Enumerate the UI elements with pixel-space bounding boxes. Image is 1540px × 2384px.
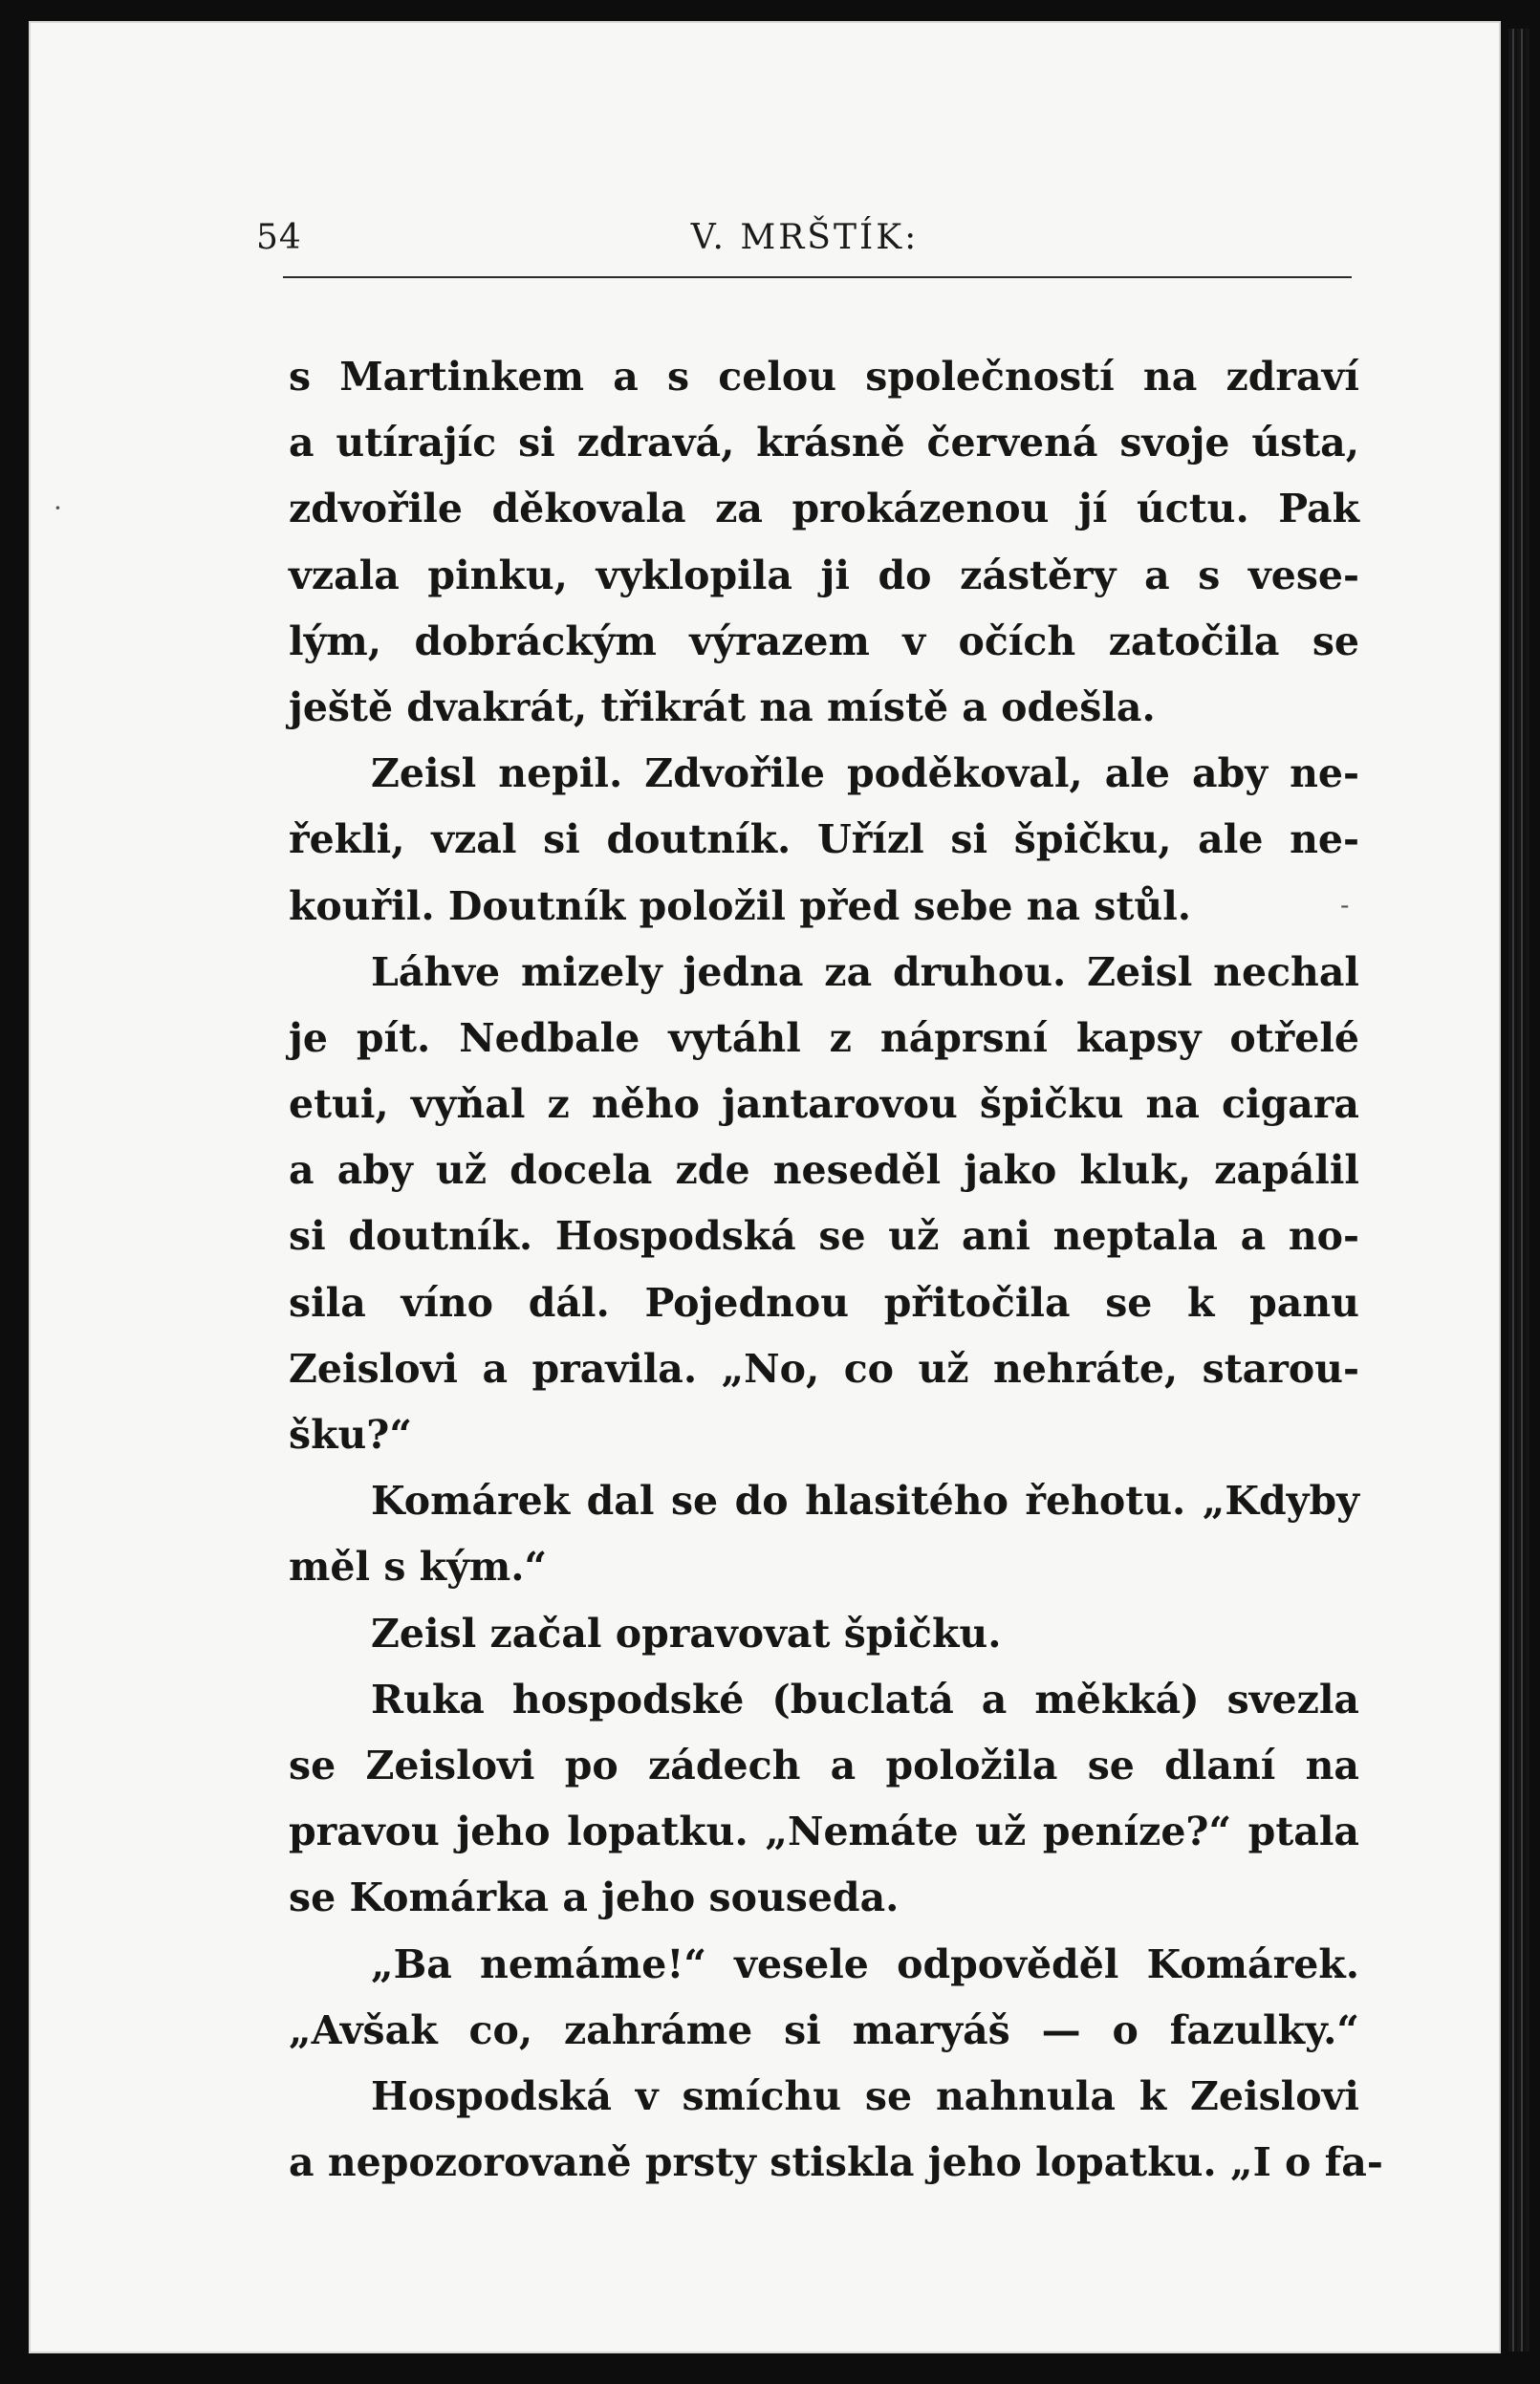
- text-line: „Avšak co, zahráme si maryáš — o fazulky.“: [289, 2006, 1359, 2053]
- print-speck: ·: [54, 492, 62, 524]
- text-line: kouřil. Doutník položil před sebe na stůl.: [289, 882, 1192, 929]
- text-line: měl s kým.“: [289, 1544, 548, 1591]
- running-title: V. MRŠTÍK:: [690, 218, 920, 257]
- text-line: Zeisl nepil. Zdvořile poděkoval, ale aby ne-: [371, 750, 1359, 797]
- text-line: Komárek dal se do hlasitého řehotu. „Kdyby: [371, 1478, 1359, 1525]
- text-line: si doutník. Hospodská se už ani neptala a no-: [289, 1213, 1359, 1260]
- text-line: zdvořile děkovala za prokázenou jí úctu. Pak: [289, 486, 1359, 532]
- text-line: a aby už docela zde neseděl jako kluk, zapálil: [289, 1147, 1359, 1194]
- page-stack-edge: [1508, 29, 1529, 2351]
- header-rule: [283, 276, 1352, 278]
- text-line: Láhve mizely jedna za druhou. Zeisl nechal: [371, 948, 1359, 995]
- text-line: se Zeislovi po zádech a položila se dlaní na: [289, 1742, 1359, 1788]
- text-line: sila víno dál. Pojednou přitočila se k panu: [289, 1279, 1359, 1326]
- text-line: Hospodská v smíchu se nahnula k Zeislovi: [371, 2072, 1359, 2119]
- text-line: Ruka hospodské (buclatá a měkká) svezla: [371, 1676, 1359, 1723]
- text-line: řekli, vzal si doutník. Uřízl si špičku, ale ne-: [289, 816, 1359, 863]
- text-line: vzala pinku, vyklopila ji do zástěry a s vese-: [289, 552, 1359, 598]
- body-text: [289, 344, 1383, 2196]
- text-line: etui, vyňal z něho jantarovou špičku na cigara: [289, 1081, 1359, 1128]
- text-line: s Martinkem a s celou společností na zdraví: [289, 354, 1359, 400]
- print-speck: -: [1340, 889, 1350, 921]
- text-line: lým, dobráckým výrazem v očích zatočila se: [289, 618, 1359, 664]
- text-line: a utírajíc si zdravá, krásně červená svoje ústa,: [289, 420, 1359, 466]
- text-line: „Ba nemáme!“ vesele odpověděl Komárek.: [371, 1940, 1359, 1987]
- text-line: Zeisl začal opravovat špičku.: [371, 1610, 1002, 1657]
- text-line: se Komárka a jeho souseda.: [289, 1875, 900, 1921]
- text-line: Zeislovi a pravila. „No, co už nehráte, starou-: [289, 1345, 1359, 1392]
- text-line: je pít. Nedbale vytáhl z náprsní kapsy otřelé: [289, 1014, 1359, 1061]
- page-number: 54: [256, 218, 302, 257]
- text-line: ještě dvakrát, třikrát na místě a odešla.: [289, 683, 1156, 730]
- page-header: [256, 218, 1354, 266]
- text-line: pravou jeho lopatku. „Nemáte už peníze?“ ptala: [289, 1809, 1359, 1855]
- text-line: šku?“: [289, 1412, 412, 1458]
- text-line: a nepozorovaně prsty stiskla jeho lopatku. „I o fa-: [289, 2139, 1383, 2186]
